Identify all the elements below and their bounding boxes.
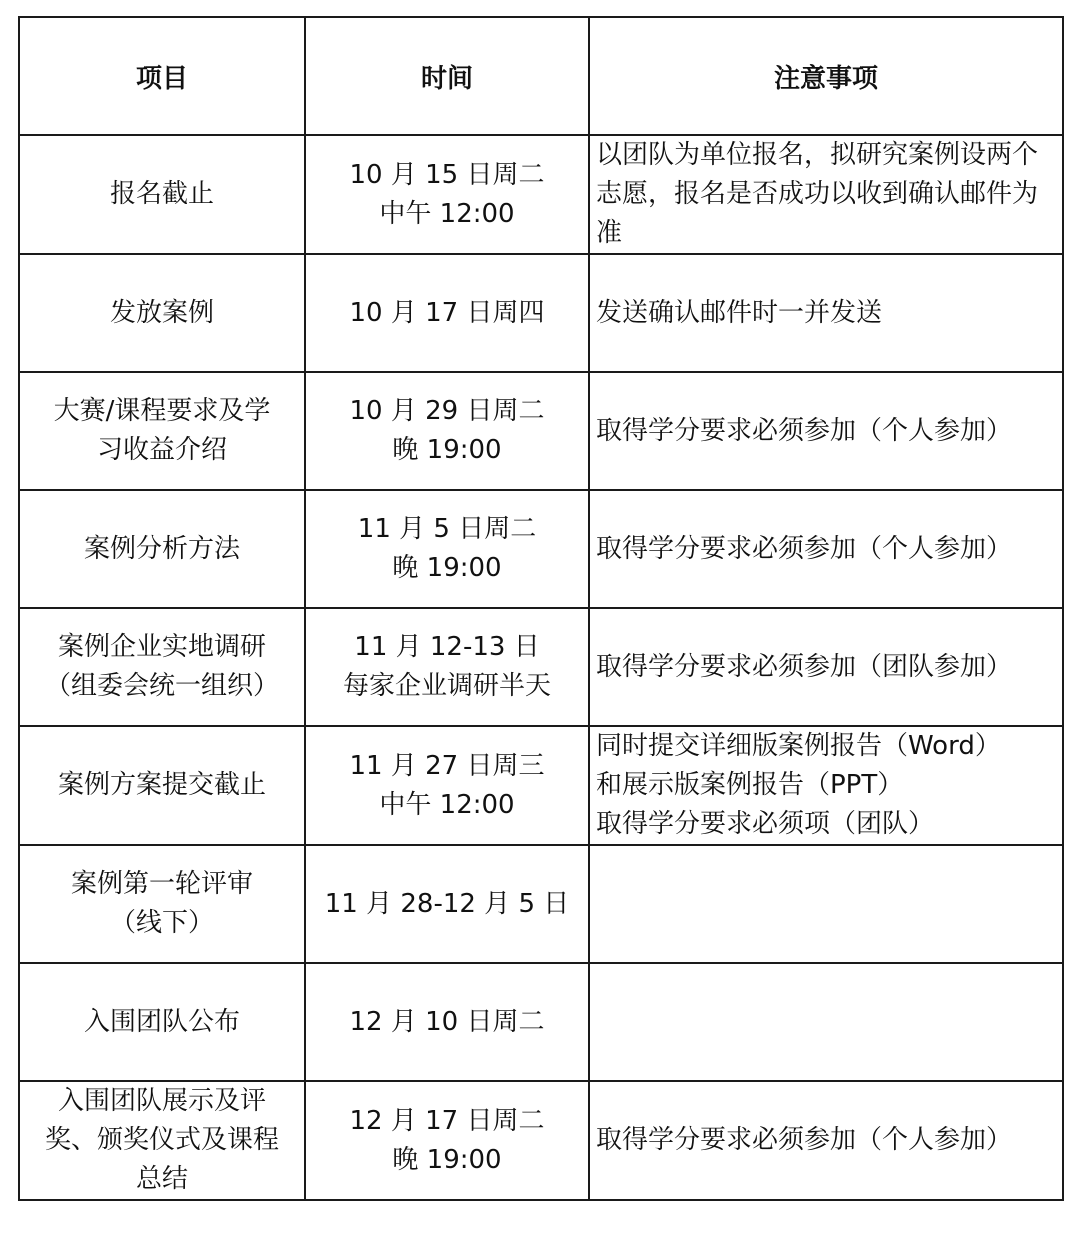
cell-note-empty [589, 963, 1063, 1081]
cell-text: 取得学分要求必须参加（个人参加） [596, 415, 1013, 446]
cell-time [305, 963, 589, 1081]
cell-text: 11 月 28-12 月 5 日 [324, 888, 570, 919]
cell-note [589, 1081, 1063, 1200]
cell-text: 案例企业实地调研 [57, 632, 266, 662]
cell-text: 大赛/课程要求及学 [53, 396, 271, 426]
header-notes: 注意事项 [589, 17, 1063, 135]
cell-text: 10 月 15 日周二 [349, 159, 545, 190]
cell-time [305, 372, 589, 490]
cell-text: 晚 19:00 [392, 553, 502, 583]
cell-text: 10 月 17 日周四 [349, 297, 545, 328]
cell-text: 取得学分要求必须参加（个人参加） [596, 1125, 1013, 1155]
header-item: 项目 [19, 17, 305, 135]
cell-note [589, 608, 1063, 726]
cell-time [305, 1081, 589, 1200]
cell-text: 晚 19:00 [392, 1144, 502, 1175]
cell-time [305, 845, 589, 963]
table-row [19, 608, 1063, 726]
cell-note [589, 726, 1063, 845]
cell-note [589, 135, 1063, 254]
cell-text: 发送确认邮件时一并发送 [596, 297, 883, 328]
schedule-table [18, 16, 1064, 1201]
cell-text: 入围团队公布 [83, 1006, 240, 1037]
cell-text: 和展示版案例报告（PPT） [596, 770, 904, 800]
cell-text: 晚 19:00 [392, 435, 502, 465]
cell-item [19, 254, 305, 372]
table-row [19, 845, 1063, 963]
table-row [19, 372, 1063, 490]
cell-item [19, 726, 305, 845]
cell-note [589, 372, 1063, 490]
cell-item [19, 372, 305, 490]
cell-text: 取得学分要求必须参加（团队参加） [596, 651, 1013, 682]
table-row [19, 490, 1063, 608]
cell-text: 报名截止 [109, 179, 214, 209]
cell-text: 奖、颁奖仪式及课程 [44, 1125, 279, 1155]
table-row [19, 135, 1063, 254]
table-row [19, 1081, 1063, 1200]
cell-text: 习收益介绍 [96, 435, 227, 465]
cell-note [589, 254, 1063, 372]
table-row [19, 963, 1063, 1081]
cell-text: 12 月 17 日周二 [349, 1105, 545, 1136]
cell-time [305, 608, 589, 726]
cell-text: 入围团队展示及评 [57, 1086, 266, 1116]
cell-text: 11 月 27 日周三 [349, 750, 545, 781]
cell-text: 中午 12:00 [379, 789, 515, 820]
cell-text: 以团队为单位报名，拟研究案例设两个志愿，报名是否成功以收到确认邮件为准 [596, 140, 1039, 248]
cell-note [589, 490, 1063, 608]
cell-text: 发放案例 [109, 297, 214, 328]
cell-time [305, 490, 589, 608]
cell-note-empty [589, 845, 1063, 963]
cell-text: 案例分析方法 [83, 533, 240, 564]
cell-item [19, 845, 305, 963]
cell-text: 中午 12:00 [379, 198, 515, 229]
table-row [19, 254, 1063, 372]
cell-item [19, 608, 305, 726]
header-time: 时间 [305, 17, 589, 135]
cell-item [19, 1081, 305, 1200]
cell-text: 取得学分要求必须参加（个人参加） [596, 533, 1013, 564]
cell-item [19, 135, 305, 254]
cell-text: 12 月 10 日周二 [349, 1006, 545, 1037]
cell-time [305, 254, 589, 372]
cell-text: 11 月 5 日周二 [357, 514, 537, 544]
cell-time [305, 726, 589, 845]
cell-item [19, 963, 305, 1081]
table-header-row [19, 17, 1063, 135]
cell-text: 案例第一轮评审 [70, 869, 253, 899]
cell-time [305, 135, 589, 254]
cell-text: 每家企业调研半天 [342, 671, 551, 701]
cell-text: 11 月 12-13 日 [354, 632, 540, 662]
cell-text: 取得学分要求必须项（团队） [596, 809, 935, 839]
table-row [19, 726, 1063, 845]
cell-text: 10 月 29 日周二 [349, 396, 545, 426]
cell-text: 总结 [135, 1164, 188, 1194]
cell-text: 同时提交详细版案例报告（Word） [596, 731, 1001, 761]
cell-item [19, 490, 305, 608]
cell-text: （组委会统一组织） [44, 671, 279, 701]
cell-text: 案例方案提交截止 [57, 770, 266, 800]
cell-text: （线下） [109, 908, 214, 938]
